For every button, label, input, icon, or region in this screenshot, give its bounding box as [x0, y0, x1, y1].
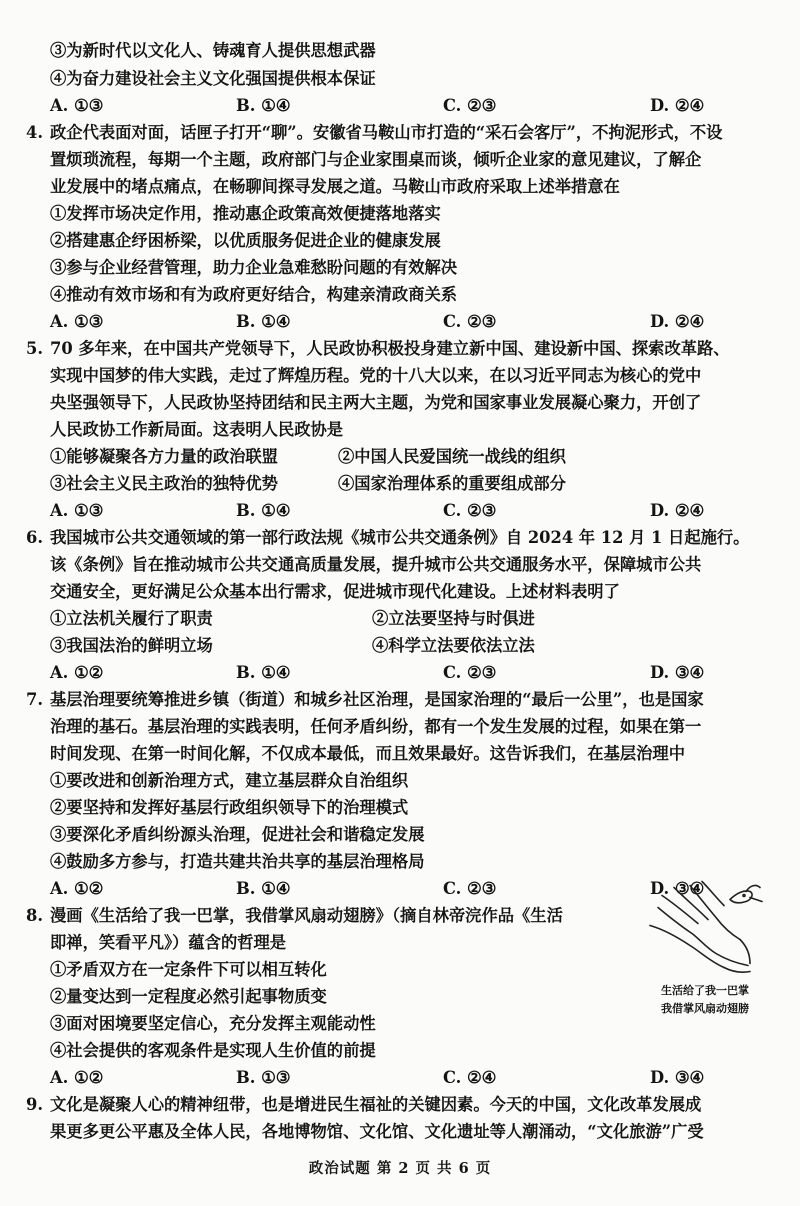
q7-item-2: ②要坚持和发挥好基层行政组织领导下的治理模式	[50, 798, 409, 817]
option-d: D. ②④	[650, 96, 705, 115]
q7-options	[50, 876, 740, 902]
q6-stem-line: 该《条例》旨在推动城市公共交通高质量发展，提升城市公共交通服务水平，保障城市公共	[50, 555, 702, 574]
q6-item-3: ③我国法治的鲜明立场	[50, 636, 213, 655]
q5-stem-line: 央坚强领导下，人民政协坚持团结和民主两大主题，为党和国家事业发展凝心聚力，开创了	[50, 393, 702, 412]
option-c: C. ②③	[443, 312, 497, 331]
q9-stem-line: 果更多更公平惠及全体人民，各地博物馆、文化馆、文化遗址等人潮涌动，“文化旅游”广受	[50, 1122, 704, 1141]
q4-stem-line: 业发展中的堵点痛点，在畅聊间探寻发展之道。马鞍山市政府采取上述举措意在	[50, 177, 620, 196]
q3-item-4: ④为奋力建设社会主义文化强国提供根本保证	[50, 69, 376, 88]
option-c: C. ②③	[443, 663, 497, 682]
option-a: A. ①②	[50, 1068, 104, 1087]
q7-item-3: ③要深化矛盾纠纷源头治理，促进社会和谐稳定发展	[50, 825, 425, 844]
q5-stem-line: 70 多年来，在中国共产党领导下，人民政协积极投身建立新中国、建设新中国、探索改革路、	[50, 339, 730, 358]
q3-options	[50, 93, 740, 119]
q8-item-2: ②量变达到一定程度必然引起事物质变	[50, 987, 327, 1006]
q6-item-1: ①立法机关履行了职责	[50, 609, 213, 628]
q4-options	[50, 309, 740, 335]
q7-stem-line: 时间发现、在第一时间化解，不仅成本最低，而且效果最好。这告诉我们，在基层治理中	[50, 744, 685, 763]
q5-item-3: ③社会主义民主政治的独特优势	[50, 474, 278, 493]
q7-item-4: ④鼓励多方参与，打造共建共治共享的基层治理格局	[50, 852, 425, 871]
q8-item-4: ④社会提供的客观条件是实现人生价值的前提	[50, 1041, 376, 1060]
q4-item-3: ③参与企业经营管理，助力企业急难愁盼问题的有效解决	[50, 258, 458, 277]
option-d: D. ②④	[650, 312, 705, 331]
page-footer: 政治试题 第 2 页 共 6 页	[308, 1160, 492, 1177]
q9-stem-line: 文化是凝聚人心的精神纽带，也是增进民生福祉的关键因素。今天的中国，文化改革发展成	[50, 1095, 702, 1114]
option-c: C. ②③	[443, 501, 497, 520]
option-d: D. ③④	[650, 1068, 705, 1087]
cartoon-caption-line-1: 生活给了我一巴掌	[661, 984, 749, 997]
q8-options	[50, 1065, 740, 1091]
q7-item-1: ①要改进和创新治理方式，建立基层群众自治组织	[50, 771, 409, 790]
option-b: B. ①④	[236, 879, 291, 898]
option-a: A. ①②	[50, 663, 104, 682]
option-b: B. ①④	[236, 312, 291, 331]
option-b: B. ①④	[236, 96, 291, 115]
q8-item-3: ③面对困境要坚定信心，充分发挥主观能动性	[50, 1014, 376, 1033]
q4-item-1: ①发挥市场决定作用，推动惠企政策高效便捷落地落实	[50, 204, 441, 223]
option-c: C. ②③	[443, 96, 497, 115]
q5-options	[50, 498, 740, 524]
q4-number: 4.	[26, 123, 43, 142]
q4-stem-line: 置烦琐流程，每期一个主题，政府部门与企业家围桌而谈，倾听企业家的意见建议，了解企	[50, 150, 702, 169]
option-a: A. ①③	[50, 312, 104, 331]
q8-stem-line: 漫画《生活给了我一巴掌，我借掌风扇动翅膀》（摘自林帝浣作品《生活	[50, 906, 563, 925]
q4-item-4: ④推动有效市场和有为政府更好结合，构建亲清政商关系	[50, 285, 458, 304]
q6-options	[50, 660, 740, 686]
q7-stem-line: 基层治理要统筹推进乡镇（街道）和城乡社区治理，是国家治理的“最后一公里”，也是国家	[50, 690, 704, 709]
q4-stem-line: 政企代表面对面，话匣子打开“聊”。安徽省马鞍山市打造的“采石会客厅”，不拘泥形式，不设	[50, 123, 723, 142]
option-a: A. ①②	[50, 879, 104, 898]
q5-item-4: ④国家治理体系的重要组成部分	[338, 474, 566, 493]
q3-item-3: ③为新时代以文化人、铸魂育人提供思想武器	[50, 41, 376, 60]
q6-stem-line: 我国城市公共交通领域的第一部行政法规《城市公共交通条例》自 2024 年 12 月 1 日起施行。	[50, 528, 750, 547]
q8-number: 8.	[26, 906, 43, 925]
q7-number: 7.	[26, 690, 43, 709]
q5-number: 5.	[26, 339, 43, 358]
q6-stem-line: 交通安全，更好满足公众基本出行需求，促进城市现代化建设。上述材料表明了	[50, 582, 620, 601]
cartoon-caption-line-2: 我借掌风扇动翅膀	[661, 1002, 749, 1015]
option-c: C. ②③	[443, 879, 497, 898]
q5-item-2: ②中国人民爱国统一战线的组织	[338, 447, 566, 466]
q5-stem-line: 人民政协工作新局面。这表明人民政协是	[50, 420, 344, 439]
q6-item-4: ④科学立法要依法立法	[372, 636, 535, 655]
q6-number: 6.	[26, 528, 43, 547]
option-c: C. ②④	[443, 1068, 497, 1087]
option-d: D. ②④	[650, 501, 705, 520]
option-a: A. ①③	[50, 501, 104, 520]
q4-item-2: ②搭建惠企纾困桥梁，以优质服务促进企业的健康发展	[50, 231, 441, 250]
option-b: B. ①④	[236, 663, 291, 682]
q8-item-1: ①矛盾双方在一定条件下可以相互转化	[50, 960, 327, 979]
option-b: B. ①③	[236, 1068, 291, 1087]
option-a: A. ①③	[50, 96, 104, 115]
option-d: D. ③④	[650, 879, 705, 898]
option-d: D. ③④	[650, 663, 705, 682]
q5-stem-line: 实现中国梦的伟大实践，走过了辉煌历程。党的十八大以来，在以习近平同志为核心的党中	[50, 366, 702, 385]
option-b: B. ①④	[236, 501, 291, 520]
q8-stem-line: 即禅，笑看平凡》）蕴含的哲理是	[50, 933, 287, 952]
q5-item-1: ①能够凝聚各方力量的政治联盟	[50, 447, 278, 466]
q7-stem-line: 治理的基石。基层治理的实践表明，任何矛盾纠纷，都有一个发生发展的过程，如果在第一	[50, 717, 702, 736]
q6-item-2: ②立法要坚持与时俱进	[372, 609, 535, 628]
q9-number: 9.	[26, 1095, 43, 1114]
